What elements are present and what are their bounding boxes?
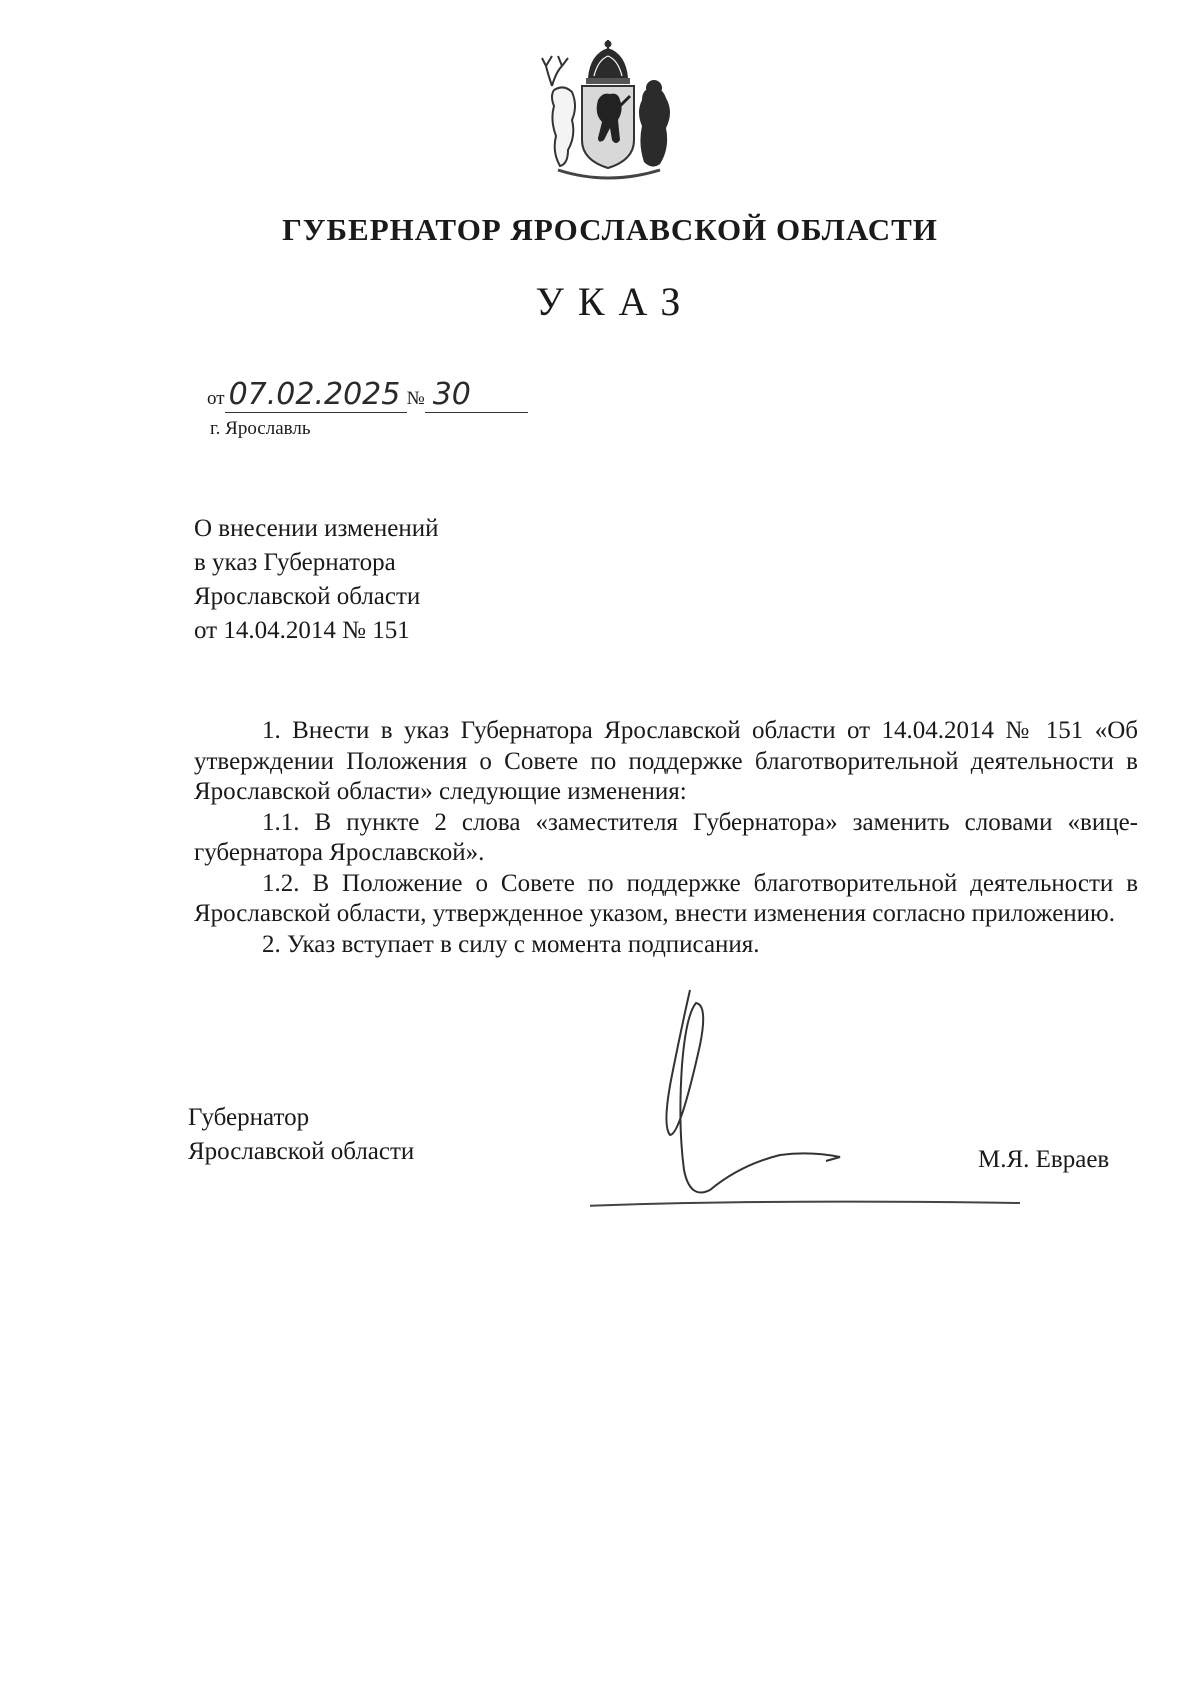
signatory-position [188, 1101, 414, 1169]
city: г. Ярославль [210, 418, 311, 439]
document-subject [194, 512, 439, 648]
body-paragraph: 2. Указ вступает в силу с момента подписания. [262, 930, 760, 958]
organization-title: ГУБЕРНАТОР ЯРОСЛАВСКОЙ ОБЛАСТИ [282, 212, 938, 247]
coat-of-arms-icon [538, 36, 678, 186]
subject-line: в указ Губернатора [194, 549, 396, 576]
position-line: Губернатор [188, 1104, 310, 1131]
position-line: Ярославской области [188, 1138, 415, 1165]
date-value: 07.02.2025 [225, 378, 407, 413]
body-paragraph: 1. Внести в указ Губернатора Ярославской области от 14.04.2014 № 151 «Об утверждении Положения о Совете по поддержке благотворительной деятельности в Ярославской области» следующие изменения: [194, 717, 1138, 805]
handwritten-signature-icon [590, 985, 1020, 1215]
body-paragraph: 1.1. В пункте 2 слова «заместителя Губернатора» заменить словами «вице-губернатора Ярославской». [194, 808, 1138, 866]
document-type: УКАЗ [535, 279, 695, 324]
date-prefix: от [207, 388, 225, 409]
subject-line: О внесении изменений [194, 515, 439, 542]
signatory-name: М.Я. Евраев [978, 1146, 1110, 1173]
body-paragraph: 1.2. В Положение о Совете по поддержке благотворительной деятельности в Ярославской области, утвержденное указом, внести изменения согласно приложению. [194, 869, 1138, 927]
date-number-line [207, 378, 528, 414]
number-value: 30 [425, 378, 528, 413]
number-prefix: № [406, 388, 425, 409]
subject-line: от 14.04.2014 № 151 [194, 617, 410, 644]
subject-line: Ярославской области [194, 583, 421, 610]
document-body [194, 716, 1138, 960]
